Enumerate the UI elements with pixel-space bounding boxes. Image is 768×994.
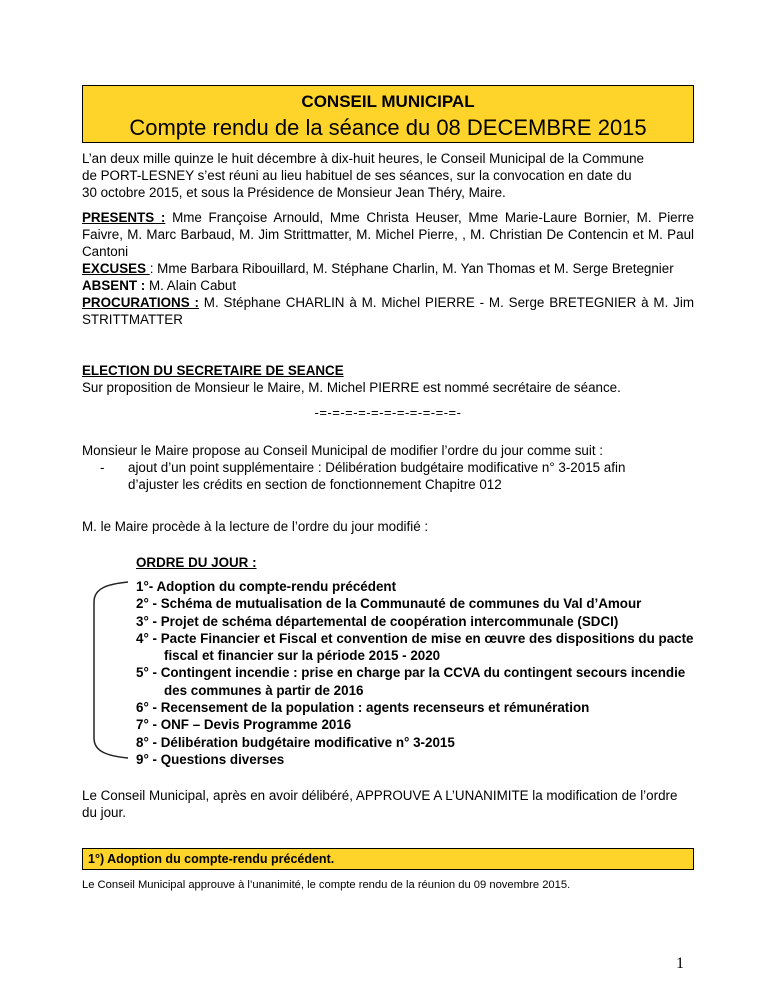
absent-line bbox=[82, 277, 694, 294]
election-title: ELECTION DU SECRETAIRE DE SEANCE bbox=[82, 363, 344, 378]
procurations-text: M. Stéphane CHARLIN à M. Michel PIERRE - M. Serge BRETEGNIER à M. Jim STRITTMATTER bbox=[82, 295, 694, 327]
presents-label: PRESENTS : bbox=[82, 210, 166, 225]
presents-text: Mme Françoise Arnould, Mme Christa Heuser, Mme Marie-Laure Bornier, M. Pierre Faivre, M. Marc Barbaud, M. Jim Strittmatter, M. Michel Pierre, , M. Christian De Contencin et M. Paul Cantoni bbox=[82, 210, 694, 259]
intro-line-2: de PORT-LESNEY s’est réuni au lieu habituel de ses séances, sur la convocation en date du bbox=[82, 168, 632, 183]
agenda-item: 7° - ONF – Devis Programme 2016 bbox=[136, 717, 352, 733]
intro-line-3: 30 octobre 2015, et sous la Présidence de Monsieur Jean Théry, Maire. bbox=[82, 185, 506, 200]
agenda-list bbox=[136, 578, 696, 768]
agenda-title: ORDRE DU JOUR : bbox=[136, 555, 257, 570]
reading-text: M. le Maire procède à la lecture de l’ordre du jour modifié : bbox=[82, 519, 429, 534]
agenda-item: 8° - Délibération budgétaire modificative n° 3-2015 bbox=[136, 734, 455, 750]
page-number: 1 bbox=[676, 955, 684, 972]
absent-label: ABSENT : bbox=[82, 278, 146, 293]
excuses-label: EXCUSES bbox=[82, 261, 150, 276]
agenda-item-continuation: fiscal et financier sur la période 2015 - 2020 bbox=[164, 648, 441, 664]
proposal-item: ajout d’un point supplémentaire : Délibération budgétaire modificative n° 3-2015 afin d’ajuster les crédits en section de fonctionnement Chapitre 012 bbox=[128, 460, 626, 492]
absent-text: M. Alain Cabut bbox=[145, 278, 237, 293]
section-1-text: Le Conseil Municipal approuve à l’unanimité, le compte rendu de la réunion du 09 novembre 2015. bbox=[82, 879, 571, 891]
procurations-line bbox=[82, 294, 694, 328]
agenda-item: 6° - Recensement de la population : agents recenseurs et rémunération bbox=[136, 700, 590, 716]
proposal-bullet: - bbox=[100, 460, 105, 475]
agenda-item: 9° - Questions diverses bbox=[136, 751, 285, 767]
proposal-text: Monsieur le Maire propose au Conseil Municipal de modifier l’ordre du jour comme suit : bbox=[82, 443, 603, 458]
agenda-item: 3° - Projet de schéma départemental de coopération intercommunale (SDCI) bbox=[136, 613, 619, 629]
agenda-item: 2° - Schéma de mutualisation de la Communauté de communes du Val d’Amour bbox=[136, 596, 642, 612]
title-banner bbox=[82, 85, 694, 143]
separator-line: -=-=-=-=-=-=-=-=-=-=-=- bbox=[314, 405, 462, 420]
document-title: CONSEIL MUNICIPAL bbox=[301, 92, 475, 111]
election-text: Sur proposition de Monsieur le Maire, M. Michel PIERRE est nommé secrétaire de séance. bbox=[82, 380, 621, 395]
attendance-block bbox=[82, 209, 694, 328]
intro-line-1: L’an deux mille quinze le huit décembre à dix-huit heures, le Conseil Municipal de la Commune bbox=[82, 151, 644, 166]
agenda-item: 4° - Pacte Financier et Fiscal et convention de mise en œuvre des dispositions du pacte bbox=[136, 630, 694, 646]
document-subtitle: Compte rendu de la séance du 08 DECEMBRE 2015 bbox=[129, 115, 647, 140]
agenda-item: 5° - Contingent incendie : prise en charge par la CCVA du contingent secours incendie bbox=[136, 665, 686, 681]
procurations-label: PROCURATIONS : bbox=[82, 295, 199, 310]
excuses-text: : Mme Barbara Ribouillard, M. Stéphane Charlin, M. Yan Thomas et M. Serge Bretegnier bbox=[149, 261, 674, 276]
intro-paragraph bbox=[82, 150, 694, 201]
agenda-item-continuation: des communes à partir de 2016 bbox=[164, 682, 364, 698]
agenda-brace bbox=[90, 580, 130, 760]
election-block bbox=[82, 362, 694, 396]
agenda-item: 1°- Adoption du compte-rendu précédent bbox=[136, 579, 397, 594]
excuses-line bbox=[82, 260, 694, 277]
approval-text: Le Conseil Municipal, après en avoir délibéré, APPROUVE A L’UNANIMITE la modification de l’ordre du jour. bbox=[82, 788, 678, 820]
section-1-header: 1°) Adoption du compte-rendu précédent. bbox=[82, 848, 694, 870]
presents-line bbox=[82, 209, 694, 260]
